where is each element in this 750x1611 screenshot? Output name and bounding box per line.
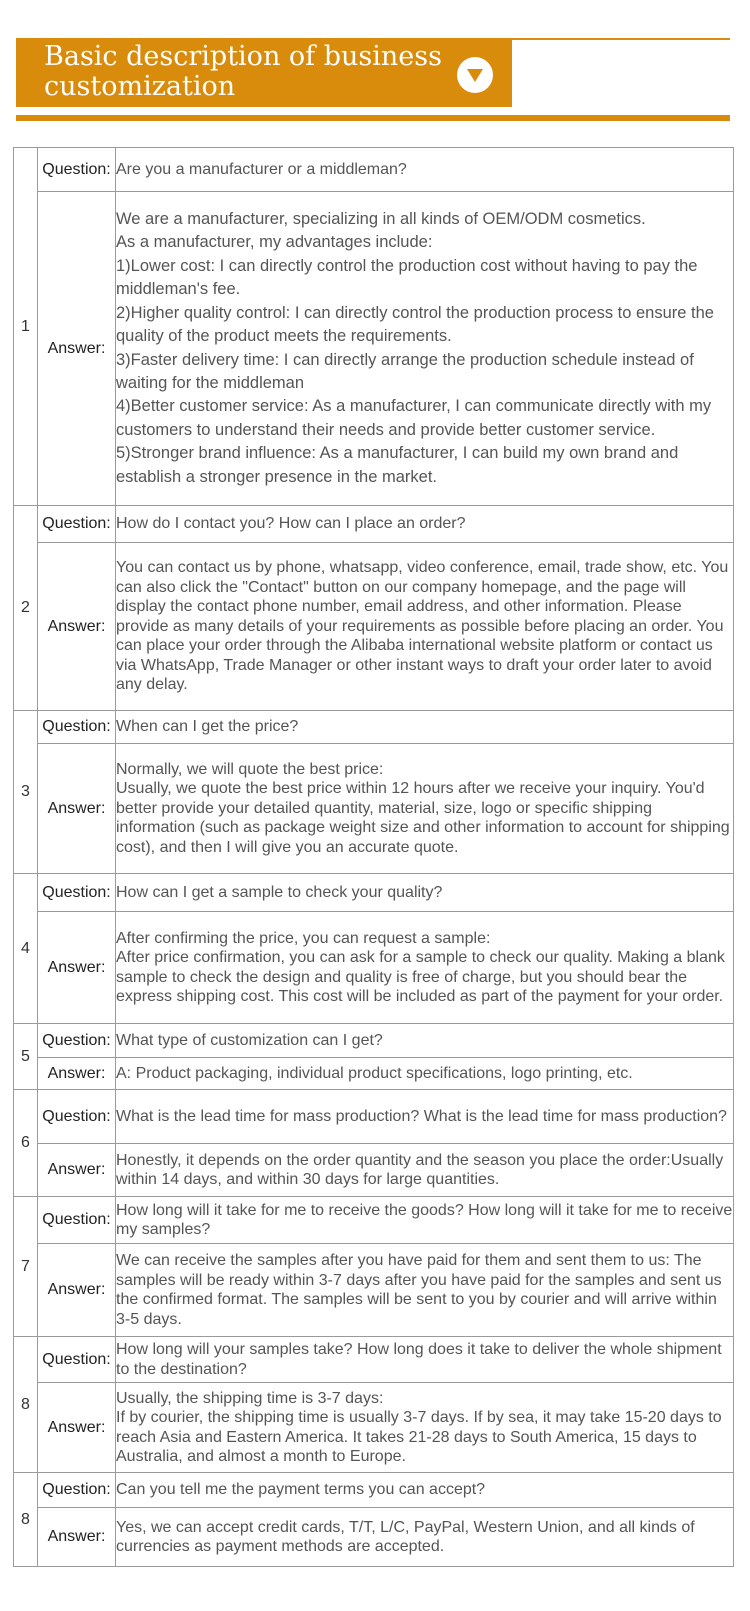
answer-text <box>116 744 734 874</box>
answer-label: Answer: <box>38 1508 116 1567</box>
answer-label: Answer: <box>38 543 116 711</box>
question-text: When can I get the price? <box>116 711 734 744</box>
question-label: Question: <box>38 711 116 744</box>
question-text: What is the lead time for mass production? What is the lead time for mass production? <box>116 1090 734 1144</box>
faq-answer-row <box>14 1058 734 1090</box>
faq-answer-row <box>14 1244 734 1337</box>
faq-number: 8 <box>14 1473 38 1567</box>
answer-text <box>116 1508 734 1567</box>
answer-line: Normally, we will quote the best price: <box>116 760 384 778</box>
header-banner <box>16 40 512 107</box>
answer-line: A: Product packaging, individual product specifications, logo printing, etc. <box>116 1064 633 1082</box>
faq-question-row <box>14 506 734 543</box>
answer-line: 5)Stronger brand influence: As a manufacturer, I can build my own brand and establish a stronger presence in the market. <box>116 444 679 486</box>
question-label: Question: <box>38 148 116 192</box>
section-header <box>0 0 750 125</box>
answer-line: We are a manufacturer, specializing in all kinds of OEM/ODM cosmetics. <box>116 210 646 229</box>
question-label: Question: <box>38 1024 116 1058</box>
question-label: Question: <box>38 506 116 543</box>
answer-line: 1)Lower cost: I can directly control the production cost without having to pay the middleman's fee. <box>116 256 698 299</box>
section-title: Basic description of business customization <box>44 41 442 102</box>
faq-answer-row <box>14 744 734 874</box>
answer-line: We can receive the samples after you have paid for them and sent them to us: The samples will be ready within 3-7 days after you have paid for the samples and sent us the confirmed format. The samples will be sent to you by courier and will arrive within 3-5 days. <box>116 1252 722 1328</box>
faq-number: 3 <box>14 711 38 874</box>
answer-line: You can contact us by phone, whatsapp, video conference, email, trade show, etc. You can also click the "Contact" button on our company homepage, and the page will display the contact phone number, email address, and other information. Please provide as many details of your requirements as possible before placing an order. You can place your order through the Alibaba international website platform or contact us via WhatsApp, Trade Manager or other instant ways to draft your order later to avoid any delay. <box>116 559 729 694</box>
answer-text <box>116 1244 734 1337</box>
faq-question-row <box>14 148 734 192</box>
answer-label: Answer: <box>38 1244 116 1337</box>
faq-question-row <box>14 1090 734 1144</box>
faq-table <box>13 147 734 1567</box>
answer-line: Usually, we quote the best price within 12 hours after we receive your inquiry. You'd better provide your detailed quantity, material, size, logo or specific shipping information (such as package weight size and other information to account for shipping cost), and then I will give you an accurate quote. <box>116 780 730 856</box>
faq-number: 7 <box>14 1197 38 1337</box>
faq-question-row <box>14 874 734 912</box>
question-label: Question: <box>38 1473 116 1508</box>
answer-text <box>116 543 734 711</box>
faq-answer-row <box>14 192 734 506</box>
faq-question-row <box>14 1024 734 1058</box>
question-label: Question: <box>38 874 116 912</box>
question-text: How can I get a sample to check your quality? <box>116 874 734 912</box>
question-label: Question: <box>38 1197 116 1244</box>
answer-label: Answer: <box>38 912 116 1024</box>
answer-text <box>116 912 734 1024</box>
answer-text <box>116 1058 734 1090</box>
faq-question-row <box>14 1473 734 1508</box>
answer-line: 2)Higher quality control: I can directly control the production process to ensure the quality of the product meets the requirements. <box>116 303 714 346</box>
answer-label: Answer: <box>38 1058 116 1090</box>
faq-number: 2 <box>14 506 38 711</box>
answer-line: As a manufacturer, my advantages include: <box>116 233 433 252</box>
question-text: Are you a manufacturer or a middleman? <box>116 148 734 192</box>
question-text: How do I contact you? How can I place an order? <box>116 506 734 543</box>
faq-question-row <box>14 1337 734 1383</box>
faq-number: 1 <box>14 148 38 506</box>
faq-answer-row <box>14 1144 734 1197</box>
faq-question-row <box>14 711 734 744</box>
answer-text <box>116 192 734 506</box>
chevron-down-circle-icon[interactable] <box>457 57 493 93</box>
faq-number: 5 <box>14 1024 38 1090</box>
answer-line: If by courier, the shipping time is usually 3-7 days. If by sea, it may take 15-20 days to reach Asia and Eastern America. It takes 21-28 days to South America, 15 days to Australia, and almost a month to Europe. <box>116 1409 722 1465</box>
question-text: How long will your samples take? How long does it take to deliver the whole shipment to the destination? <box>116 1337 734 1383</box>
answer-line: After confirming the price, you can request a sample: <box>116 929 491 947</box>
question-label: Question: <box>38 1090 116 1144</box>
question-label: Question: <box>38 1337 116 1383</box>
faq-answer-row <box>14 1383 734 1473</box>
answer-line: Yes, we can accept credit cards, T/T, L/C, PayPal, Western Union, and all kinds of currencies as payment methods are accepted. <box>116 1518 695 1555</box>
answer-label: Answer: <box>38 192 116 506</box>
answer-line: 4)Better customer service: As a manufacturer, I can communicate directly with my customers to understand their needs and provide better customer service. <box>116 397 712 439</box>
faq-answer-row <box>14 1508 734 1567</box>
header-bottom-rule <box>16 115 730 121</box>
answer-text <box>116 1383 734 1473</box>
answer-text <box>116 1144 734 1197</box>
faq-number: 4 <box>14 874 38 1024</box>
faq-number: 8 <box>14 1337 38 1473</box>
faq-answer-row <box>14 543 734 711</box>
answer-label: Answer: <box>38 1383 116 1473</box>
faq-question-row <box>14 1197 734 1244</box>
faq-number: 6 <box>14 1090 38 1197</box>
answer-label: Answer: <box>38 744 116 874</box>
question-text: What type of customization can I get? <box>116 1024 734 1058</box>
question-text: Can you tell me the payment terms you can accept? <box>116 1473 734 1508</box>
answer-line: After price confirmation, you can ask for a sample to check our quality. Making a blank sample to check the design and quality is free of charge, but you should bear the express shipping cost. This cost will be included as part of the payment for your order. <box>116 949 725 1005</box>
answer-line: Usually, the shipping time is 3-7 days: <box>116 1389 384 1407</box>
question-text: How long will it take for me to receive the goods? How long will it take for me to receive my samples? <box>116 1197 734 1244</box>
answer-label: Answer: <box>38 1144 116 1197</box>
faq-answer-row <box>14 912 734 1024</box>
answer-line: Honestly, it depends on the order quantity and the season you place the order:Usually within 14 days, and within 30 days for large quantities. <box>116 1151 724 1188</box>
answer-line: 3)Faster delivery time: I can directly arrange the production schedule instead of waiting for the middleman <box>116 350 694 392</box>
